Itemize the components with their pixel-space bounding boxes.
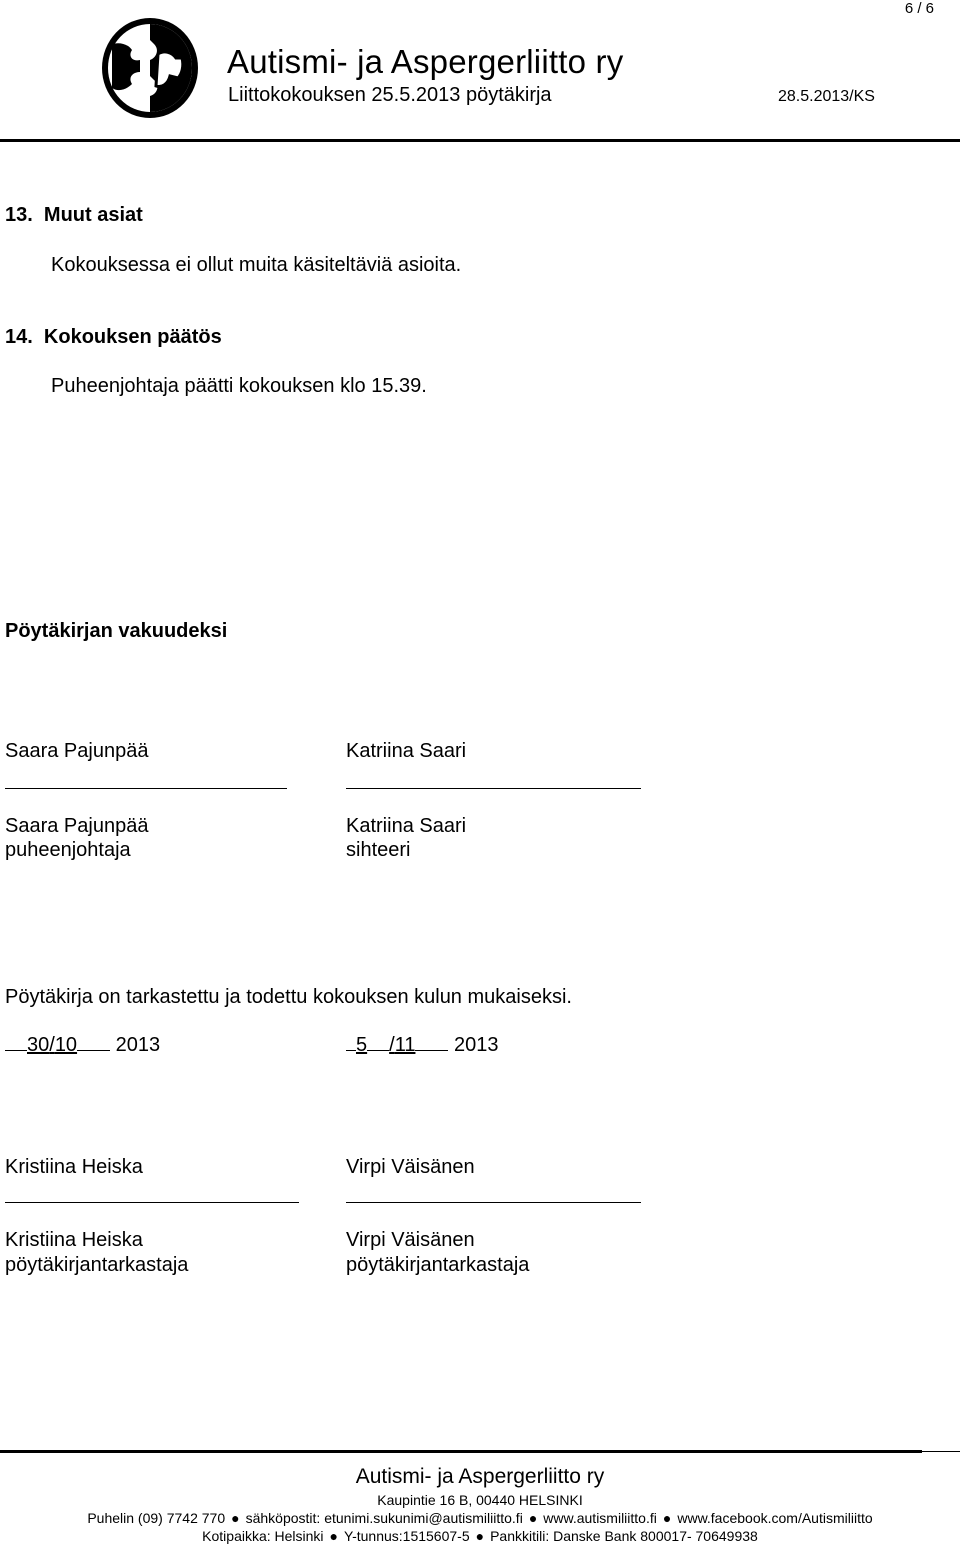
section-14-heading: 14. Kokouksen päätös [5, 326, 222, 348]
reviewer-1-role: pöytäkirjantarkastaja [5, 1254, 189, 1276]
bullet-icon: ● [475, 1528, 485, 1544]
bullet-icon: ● [329, 1528, 339, 1544]
reviewer-2-signature-line [346, 1202, 641, 1203]
footer-email: sähköpostit: etunimi.sukunimi@autismiliitto.fi [245, 1510, 523, 1526]
reviewer-2-role: pöytäkirjantarkastaja [346, 1254, 530, 1276]
chair-name: Saara Pajunpää [5, 815, 149, 837]
bullet-icon: ● [662, 1510, 672, 1526]
footer-contact-line [0, 1509, 960, 1527]
review-date-1-year: 2013 [115, 1034, 161, 1056]
section-13-heading: 13. Muut asiat [5, 204, 143, 226]
footer-phone: Puhelin (09) 7742 770 [87, 1510, 226, 1526]
footer-business-id: Y-tunnus:1515607-5 [344, 1528, 470, 1544]
certification-heading: Pöytäkirjan vakuudeksi [5, 620, 228, 642]
footer-address: Kaupintie 16 B, 00440 HELSINKI [377, 1492, 583, 1508]
reviewer-2-name: Virpi Väisänen [346, 1229, 475, 1251]
footer-facebook: www.facebook.com/Autismiliitto [677, 1510, 873, 1526]
footer-divider [0, 1450, 922, 1453]
review-statement: Pöytäkirja on tarkastettu ja todettu kokouksen kulun mukaiseksi. [5, 986, 572, 1008]
chair-role: puheenjohtaja [5, 839, 131, 861]
footer-divider-end [922, 1451, 960, 1452]
review-date-1-month: 10 [54, 1034, 78, 1056]
secretary-signature: Katriina Saari [346, 740, 467, 762]
organization-name: Autismi- ja Aspergerliitto ry [227, 43, 624, 80]
document-subtitle: Liittokokouksen 25.5.2013 pöytäkirja [228, 84, 552, 106]
page-number: 6 / 6 [904, 0, 934, 17]
chair-signature: Saara Pajunpää [5, 740, 149, 762]
reviewer-1-signature-line [5, 1202, 299, 1203]
secretary-role: sihteeri [346, 839, 411, 861]
footer-website: www.autismiliitto.fi [543, 1510, 657, 1526]
reviewer-1-signature: Kristiina Heiska [5, 1156, 143, 1178]
reviewer-1-name: Kristiina Heiska [5, 1229, 143, 1251]
footer-bank-account: Pankkitili: Danske Bank 800017- 70649938 [490, 1528, 758, 1544]
review-date-2-day: 5 [356, 1034, 368, 1056]
section-14-text: Puheenjohtaja päätti kokouksen klo 15.39. [51, 375, 427, 397]
footer-domicile: Kotipaikka: Helsinki [202, 1528, 324, 1544]
reviewer-2-signature: Virpi Väisänen [346, 1156, 475, 1178]
footer-organization-name: Autismi- ja Aspergerliitto ry [355, 1465, 605, 1488]
review-date-2: 5 /11 2013 [346, 1032, 499, 1058]
review-date-1: 30/10 2013 [5, 1032, 160, 1058]
review-date-2-year: 2013 [454, 1034, 499, 1056]
organization-logo [98, 14, 202, 122]
secretary-name: Katriina Saari [346, 815, 467, 837]
bullet-icon: ● [528, 1510, 538, 1526]
document-date-code: 28.5.2013/KS [778, 88, 875, 105]
secretary-signature-line [346, 788, 641, 789]
header-divider [0, 139, 960, 142]
bullet-icon: ● [231, 1510, 240, 1526]
review-date-2-month: 11 [394, 1034, 416, 1056]
footer-registry-line [0, 1527, 960, 1545]
review-date-1-day: 30 [27, 1034, 50, 1056]
chair-signature-line [5, 788, 287, 789]
section-13-text: Kokouksessa ei ollut muita käsiteltäviä asioita. [51, 254, 462, 276]
